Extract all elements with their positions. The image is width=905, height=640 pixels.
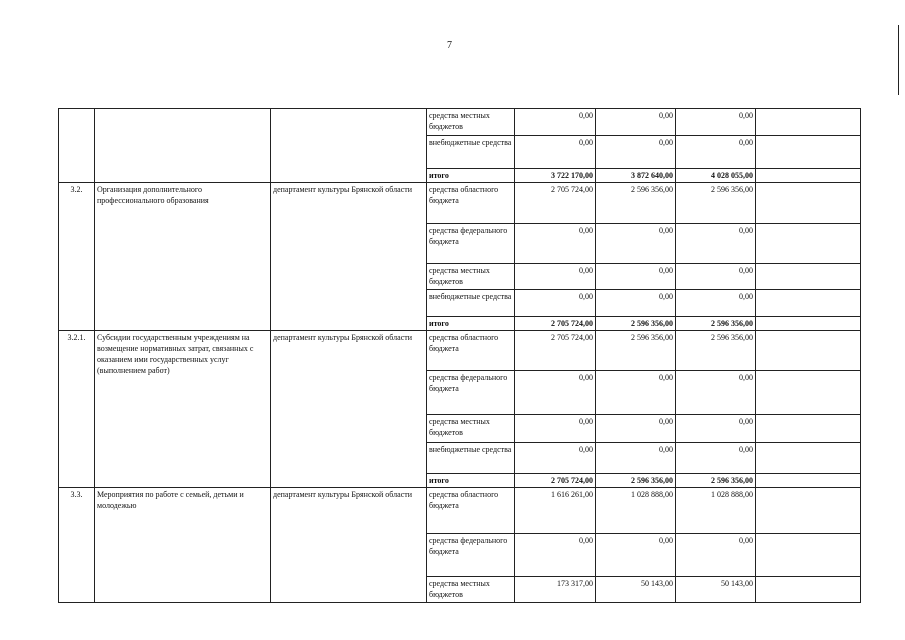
funding-source-cell: средства местных бюджетов bbox=[427, 577, 515, 603]
amount-year3-cell: 2 596 356,00 bbox=[676, 474, 756, 488]
amount-year1-cell: 3 722 170,00 bbox=[515, 169, 596, 183]
amount-year2-cell: 0,00 bbox=[596, 109, 676, 136]
amount-year2-cell: 0,00 bbox=[596, 224, 676, 264]
extra-cell bbox=[756, 224, 861, 264]
amount-year3-cell: 0,00 bbox=[676, 371, 756, 415]
amount-year3-cell: 0,00 bbox=[676, 264, 756, 290]
amount-year2-cell: 0,00 bbox=[596, 290, 676, 317]
amount-year2-cell: 2 596 356,00 bbox=[596, 331, 676, 371]
amount-year1-cell: 0,00 bbox=[515, 224, 596, 264]
extra-cell bbox=[756, 415, 861, 443]
extra-cell bbox=[756, 534, 861, 577]
extra-cell bbox=[756, 488, 861, 534]
funding-source-cell: итого bbox=[427, 474, 515, 488]
amount-year3-cell: 0,00 bbox=[676, 443, 756, 474]
budget-table bbox=[58, 108, 861, 603]
amount-year1-cell: 1 616 261,00 bbox=[515, 488, 596, 534]
measure-name-cell: Мероприятия по работе с семьей, детьми и молодежью bbox=[95, 488, 271, 603]
extra-cell bbox=[756, 474, 861, 488]
amount-year1-cell: 173 317,00 bbox=[515, 577, 596, 603]
amount-year3-cell: 0,00 bbox=[676, 415, 756, 443]
amount-year1-cell: 0,00 bbox=[515, 290, 596, 317]
funding-source-cell: внебюджетные средства bbox=[427, 136, 515, 169]
extra-cell bbox=[756, 371, 861, 415]
table-row bbox=[59, 183, 861, 224]
amount-year2-cell: 3 872 640,00 bbox=[596, 169, 676, 183]
funding-source-cell: внебюджетные средства bbox=[427, 290, 515, 317]
amount-year3-cell: 0,00 bbox=[676, 224, 756, 264]
funding-source-cell: средства федерального бюджета bbox=[427, 534, 515, 577]
funding-source-cell: средства местных бюджетов bbox=[427, 109, 515, 136]
amount-year3-cell: 0,00 bbox=[676, 109, 756, 136]
amount-year2-cell: 0,00 bbox=[596, 534, 676, 577]
funding-source-cell: итого bbox=[427, 169, 515, 183]
amount-year2-cell: 1 028 888,00 bbox=[596, 488, 676, 534]
funding-source-cell: внебюджетные средства bbox=[427, 443, 515, 474]
funding-source-cell: средства федерального бюджета bbox=[427, 224, 515, 264]
funding-source-cell: средства местных бюджетов bbox=[427, 264, 515, 290]
measure-name-cell: Организация дополнительного профессионального образования bbox=[95, 183, 271, 331]
amount-year2-cell: 0,00 bbox=[596, 443, 676, 474]
funding-source-cell: средства областного бюджета bbox=[427, 183, 515, 224]
index-cell bbox=[59, 109, 95, 183]
amount-year1-cell: 0,00 bbox=[515, 371, 596, 415]
extra-cell bbox=[756, 169, 861, 183]
executor-cell: департамент культуры Брянской области bbox=[271, 183, 427, 331]
measure-name-cell: Субсидии государственным учреждениям на возмещение нормативных затрат, связанных с оказанием ими государственных услуг (выполнением работ) bbox=[95, 331, 271, 488]
amount-year1-cell: 0,00 bbox=[515, 109, 596, 136]
measure-name-cell bbox=[95, 109, 271, 183]
table-row bbox=[59, 488, 861, 534]
funding-source-cell: средства местных бюджетов bbox=[427, 415, 515, 443]
scan-edge-mark bbox=[898, 25, 899, 95]
amount-year1-cell: 0,00 bbox=[515, 264, 596, 290]
funding-source-cell: средства областного бюджета bbox=[427, 488, 515, 534]
amount-year2-cell: 2 596 356,00 bbox=[596, 474, 676, 488]
amount-year1-cell: 2 705 724,00 bbox=[515, 317, 596, 331]
funding-source-cell: средства федерального бюджета bbox=[427, 371, 515, 415]
extra-cell bbox=[756, 183, 861, 224]
executor-cell: департамент культуры Брянской области bbox=[271, 331, 427, 488]
funding-source-cell: средства областного бюджета bbox=[427, 331, 515, 371]
extra-cell bbox=[756, 290, 861, 317]
amount-year2-cell: 0,00 bbox=[596, 371, 676, 415]
page-number: 7 bbox=[447, 40, 452, 51]
amount-year3-cell: 0,00 bbox=[676, 534, 756, 577]
amount-year2-cell: 0,00 bbox=[596, 264, 676, 290]
amount-year1-cell: 2 705 724,00 bbox=[515, 331, 596, 371]
extra-cell bbox=[756, 443, 861, 474]
extra-cell bbox=[756, 331, 861, 371]
amount-year1-cell: 0,00 bbox=[515, 534, 596, 577]
amount-year3-cell: 2 596 356,00 bbox=[676, 183, 756, 224]
amount-year1-cell: 0,00 bbox=[515, 415, 596, 443]
amount-year1-cell: 2 705 724,00 bbox=[515, 474, 596, 488]
amount-year1-cell: 0,00 bbox=[515, 443, 596, 474]
amount-year3-cell: 2 596 356,00 bbox=[676, 317, 756, 331]
amount-year3-cell: 1 028 888,00 bbox=[676, 488, 756, 534]
funding-source-cell: итого bbox=[427, 317, 515, 331]
extra-cell bbox=[756, 136, 861, 169]
amount-year3-cell: 0,00 bbox=[676, 290, 756, 317]
amount-year2-cell: 2 596 356,00 bbox=[596, 317, 676, 331]
amount-year3-cell: 0,00 bbox=[676, 136, 756, 169]
amount-year2-cell: 0,00 bbox=[596, 415, 676, 443]
amount-year2-cell: 2 596 356,00 bbox=[596, 183, 676, 224]
extra-cell bbox=[756, 577, 861, 603]
table-row bbox=[59, 331, 861, 371]
amount-year3-cell: 4 028 055,00 bbox=[676, 169, 756, 183]
amount-year2-cell: 0,00 bbox=[596, 136, 676, 169]
amount-year3-cell: 50 143,00 bbox=[676, 577, 756, 603]
amount-year2-cell: 50 143,00 bbox=[596, 577, 676, 603]
executor-cell: департамент культуры Брянской области bbox=[271, 488, 427, 603]
executor-cell bbox=[271, 109, 427, 183]
table-row bbox=[59, 109, 861, 136]
extra-cell bbox=[756, 264, 861, 290]
amount-year1-cell: 0,00 bbox=[515, 136, 596, 169]
extra-cell bbox=[756, 109, 861, 136]
amount-year3-cell: 2 596 356,00 bbox=[676, 331, 756, 371]
index-cell: 3.2.1. bbox=[59, 331, 95, 488]
index-cell: 3.3. bbox=[59, 488, 95, 603]
extra-cell bbox=[756, 317, 861, 331]
index-cell: 3.2. bbox=[59, 183, 95, 331]
amount-year1-cell: 2 705 724,00 bbox=[515, 183, 596, 224]
